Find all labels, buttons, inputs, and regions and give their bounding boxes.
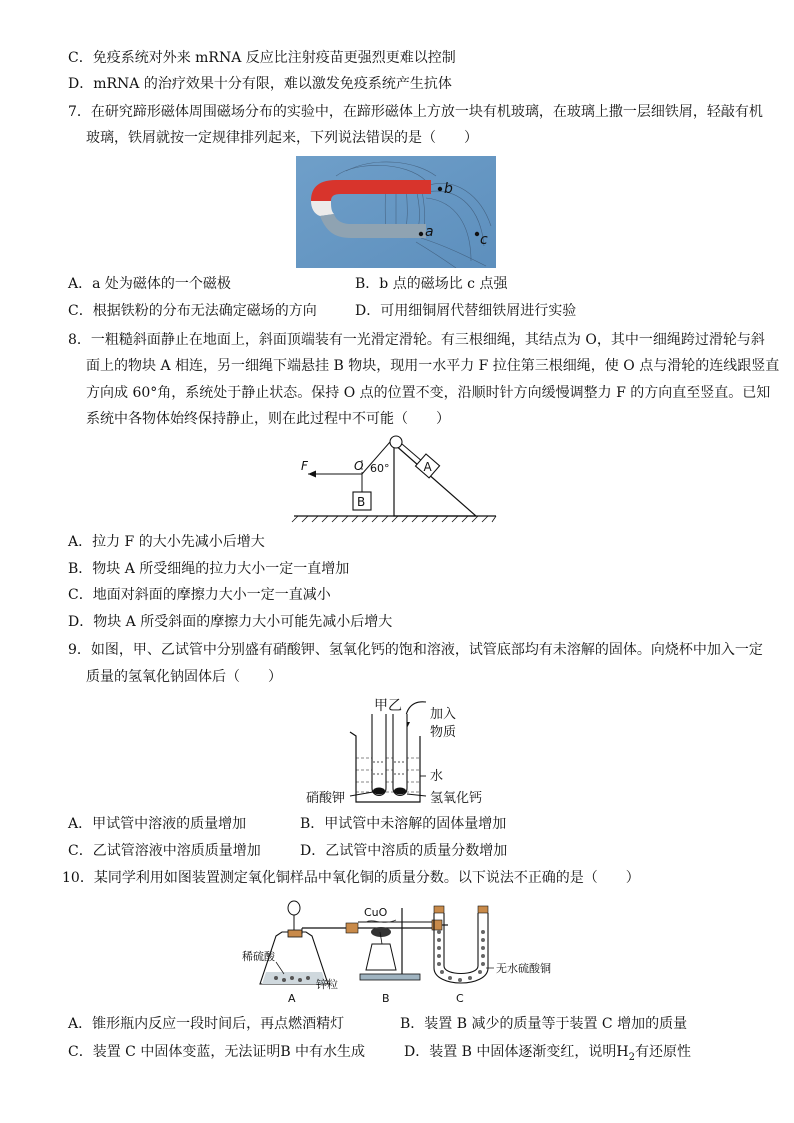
- q7-label-c: c: [480, 232, 488, 248]
- q9-label-jia-yi: 甲乙: [374, 698, 402, 714]
- q10-label-C: C: [456, 992, 464, 1005]
- q8-force-F-label: F: [301, 459, 308, 473]
- q9-stem-line1: 9．如图，甲、乙试管中分别盛有硝酸钾、氢氧化钙的饱和溶液，试管底部均有未溶解的固体。向烧杯中加入一定: [68, 642, 763, 658]
- q10-label-acid: 稀硫酸: [242, 950, 275, 963]
- q7-option-b: B．b 点的磁场比 c 点强: [355, 276, 508, 292]
- q9-option-b: B．甲试管中未溶解的固体量增加: [300, 816, 507, 832]
- q9-stem-line2: 质量的氢氧化钠固体后（ ）: [86, 669, 282, 685]
- q8-angle-label: 60°: [370, 462, 390, 475]
- q8-incline-figure: [290, 432, 500, 524]
- q9-option-c: C．乙试管溶液中溶质质量增加: [68, 843, 261, 859]
- q10-option-c: C．装置 C 中固体变蓝，无法证明B 中有水生成: [68, 1044, 366, 1060]
- q10-stem-line1: 10．某同学利用如图装置测定氧化铜样品中氧化铜的质量分数。以下说法不正确的是（ ）: [62, 870, 640, 886]
- q8-block-B-label: B: [357, 495, 366, 509]
- q8-option-b: B．物块 A 所受细绳的拉力大小一定一直增加: [68, 561, 350, 577]
- q10-label-B: B: [382, 992, 390, 1005]
- q9-label-caoh2: 氢氧化钙: [430, 791, 483, 806]
- q9-label-water: 水: [430, 769, 444, 784]
- q8-stem-line3: 方向成 60°角，系统处于静止状态。保持 O 点的位置不变，沿顺时针方向缓慢调整力 F 的方向直至竖直。已知: [86, 385, 771, 401]
- q10-label-zinc: 锌粒: [316, 978, 338, 991]
- q10-option-d: [404, 1042, 691, 1068]
- q10-label-A: A: [288, 992, 296, 1005]
- q10-option-d-post: 有还原性: [635, 1044, 691, 1060]
- q10-option-b: B．装置 B 减少的质量等于装置 C 增加的质量: [400, 1016, 688, 1032]
- q8-block-A-label: A: [423, 459, 432, 474]
- q9-option-a: A．甲试管中溶液的质量增加: [68, 816, 247, 832]
- prev-option-c: C．免疫系统对外来 mRNA 反应比注射疫苗更强烈更难以控制: [68, 50, 456, 66]
- q9-label-add-1: 加入: [430, 707, 457, 722]
- q7-stem-line1: 7．在研究蹄形磁体周围磁场分布的实验中，在蹄形磁体上方放一块有机玻璃，在玻璃上撒一层细铁屑，轻敲有机: [68, 104, 763, 120]
- q8-option-a: A．拉力 F 的大小先减小后增大: [68, 534, 265, 550]
- q9-option-d: D．乙试管中溶质的质量分数增加: [300, 843, 508, 859]
- q10-option-d-sub: 2: [628, 1051, 635, 1063]
- q7-option-d: D．可用细铜屑代替细铁屑进行实验: [355, 303, 577, 319]
- q10-apparatus-figure: [236, 892, 566, 1010]
- q8-option-c: C．地面对斜面的摩擦力大小一定一直减小: [68, 587, 331, 603]
- q8-stem-line1: 8．一粗糙斜面静止在地面上，斜面顶端装有一光滑定滑轮。有三根细绳，其结点为 O，其中一细绳跨过滑轮与斜: [68, 332, 765, 348]
- q7-option-a: A．a 处为磁体的一个磁极: [68, 276, 231, 292]
- q9-beaker-figure: [300, 692, 500, 808]
- q7-option-c: C．根据铁粉的分布无法确定磁场的方向: [68, 303, 317, 319]
- q7-magnet-figure: [296, 156, 496, 268]
- prev-option-d: D．mRNA 的治疗效果十分有限，难以激发免疫系统产生抗体: [68, 76, 452, 92]
- q8-stem-line2: 面上的物块 A 相连，另一细绳下端悬挂 B 物块，现用一水平力 F 拉住第三根细绳，使 O 点与滑轮的连线跟竖直: [86, 358, 780, 374]
- q10-option-d-pre: D．装置 B 中固体逐渐变红，说明H: [404, 1044, 629, 1060]
- q10-label-cuso4: 无水硫酸铜: [496, 962, 551, 975]
- q7-label-a: a: [425, 224, 434, 240]
- q7-label-b: b: [444, 181, 453, 197]
- q9-label-kno3: 硝酸钾: [306, 791, 346, 806]
- q8-stem-line4: 系统中各物体始终保持静止，则在此过程中不可能（ ）: [86, 411, 450, 427]
- q8-point-O-label: O: [354, 459, 364, 473]
- q9-label-add-2: 物质: [430, 725, 457, 740]
- q8-option-d: D．物块 A 所受斜面的摩擦力大小可能先减小后增大: [68, 614, 393, 630]
- q7-stem-line2: 玻璃，铁屑就按一定规律排列起来，下列说法错误的是（ ）: [86, 130, 478, 146]
- q10-label-cuo: CuO: [364, 906, 388, 919]
- q10-option-a: A．锥形瓶内反应一段时间后，再点燃酒精灯: [68, 1016, 345, 1032]
